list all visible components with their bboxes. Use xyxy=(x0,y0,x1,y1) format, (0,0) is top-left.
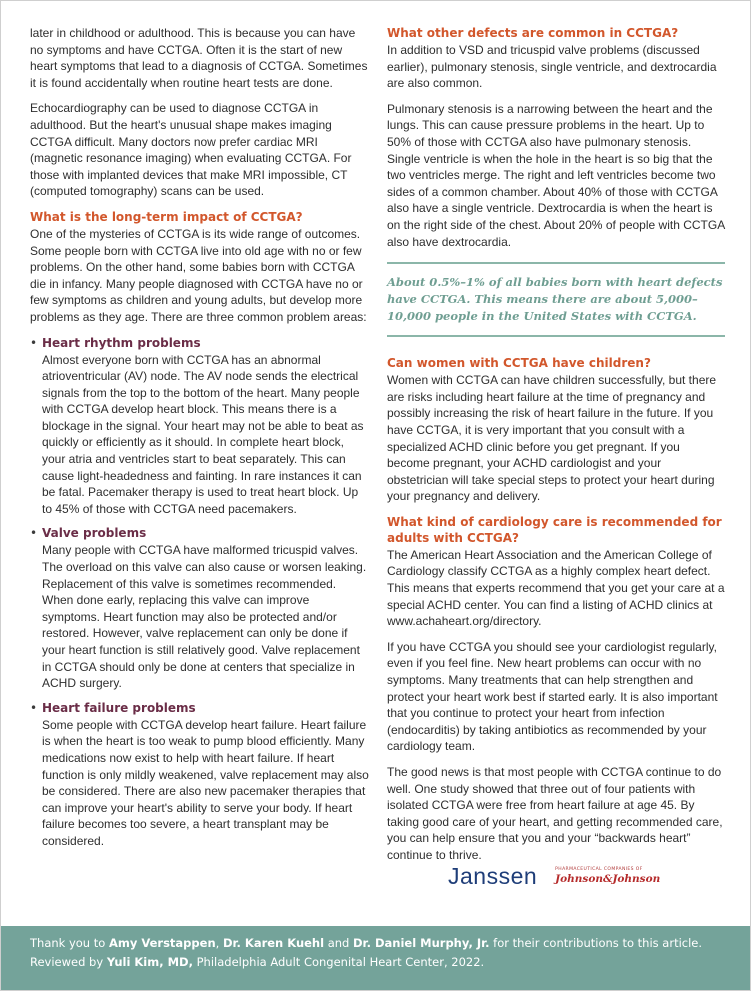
problem-text: Many people with CCTGA have malformed tricuspid valves. The overload on this valve can also cause or worsen leaking. Replacement of this valve is sometimes recommended. When done early, replacing this valve can improve symptoms. Heart function may also be protected and/or restored. However, valve replacement can only be done if your heart function is still relatively good. Valve replacement in CCTGA should only be done at centers that specialize in ACHD surgery. xyxy=(42,543,367,691)
impact-heading: What is the long-term impact of CCTGA? xyxy=(30,209,303,224)
jnj-mark xyxy=(555,867,660,885)
problem-item-heart-failure xyxy=(30,700,370,850)
bullet-icon: • xyxy=(30,526,38,541)
bullet-icon: • xyxy=(30,335,38,350)
right-column xyxy=(387,25,725,873)
problem-title: Heart failure problems xyxy=(42,700,196,715)
jnj-wordmark: Johnson&Johnson xyxy=(555,873,661,885)
care-heading: What kind of cardiology care is recommended for adults with CCTGA? xyxy=(387,514,722,545)
reviewed-suffix: Philadelphia Adult Congenital Heart Center, 2022. xyxy=(192,955,485,969)
impact-paragraph: One of the mysteries of CCTGA is its wide range of outcomes. Some people born with CCTGA live into old age with no or few problems. On the other hand, some babies born with CCTGA die in infancy. Many people diagnosed with CCTGA have no or few symptoms as children and young adults, but develop more problems as they age. There are three common problem areas: xyxy=(30,226,367,324)
defects-heading: What other defects are common in CCTGA? xyxy=(387,26,679,40)
good-news-paragraph: The good news is that most people with CCTGA continue to do well. One study showed that three out of four patients with isolated CCTGA were free from heart failure at age 45. By taking good care of your heart, and getting recommended care, you can help ensure that you and your “backwards heart” continue to thrive. xyxy=(387,765,723,862)
intro-paragraph: later in childhood or adulthood. This is because you can have no symptoms and have CCTGA. Often it is the start of new heart symptoms that lead to a diagnosis of CCTGA. Sometimes it is found accidentally when routine heart tests are done. xyxy=(30,26,368,90)
problem-title: Heart rhythm problems xyxy=(42,335,201,350)
contributor-name: Dr. Karen Kuehl xyxy=(222,936,325,950)
janssen-logo xyxy=(448,856,661,896)
reviewed-line xyxy=(30,953,730,972)
problem-item-heart-rhythm xyxy=(30,335,370,518)
left-column xyxy=(30,25,370,858)
contributor-name: Amy Verstappen xyxy=(108,936,216,950)
reviewer-name: Yuli Kim, MD, xyxy=(106,955,193,969)
children-heading: Can women with CCTGA have children? xyxy=(387,356,651,371)
thanks-prefix: Thank you to xyxy=(30,936,109,950)
problem-title: Valve problems xyxy=(42,526,147,541)
stenosis-paragraph: Pulmonary stenosis is a narrowing between the heart and the lungs. This can cause pressure problems in the heart. Up to 50% of those with CCTGA also have pulmonary stenosis. Single ventricle is when the hole in the heart is so big that the two ventricles merge. The right and left ventricles become two sides of a common chamber. About 40% of those with CCTGA also have a single ventricle. Dextrocardia is when the heart is on the right side of the chest. About 20% of people with CCTGA also have dextrocardia. xyxy=(387,101,725,249)
credits-footer xyxy=(1,926,750,990)
jnj-tagline: PHARMACEUTICAL COMPANIES OF xyxy=(555,867,643,872)
reviewed-prefix: Reviewed by xyxy=(30,955,107,969)
callout-text: About 0.5%–1% of all babies born with heart defects have CCTGA. This means there are about 5,000–10,000 people in the United States with CCTGA. xyxy=(387,275,723,324)
problem-text: Almost everyone born with CCTGA has an abnormal atrioventricular (AV) node. The AV node sends the electrical signals from the top to the bottom of the heart. Many people with CCTGA develop heart block. This means there is a blockage in the signal. Your heart may not be able to beat as quickly or efficiently as it should. In complete heart block, your atria and ventricles start to beat separately. This can cause light-headedness and fainting. In rare instances it can be fatal. Pacemaker therapy is used to treat heart block. Up to 45% of those with CCTGA need pacemakers. xyxy=(42,352,364,516)
separator: , xyxy=(215,936,223,950)
children-paragraph: Women with CCTGA can have children successfully, but there are risks including heart failure at the time of pregnancy and possibly increasing the risk of heart failure in the future. If you have CCTGA, it is very important that you consult with a specialized ACHD clinic before you get pregnant. If you become pregnant, your ACHD cardiologist and your obstetrician will take special steps to protect your heart during your pregnancy and delivery. xyxy=(387,373,717,504)
problem-item-valve xyxy=(30,525,370,691)
bullet-icon: • xyxy=(30,700,38,715)
statistic-callout xyxy=(387,262,725,337)
problem-text: Some people with CCTGA develop heart failure. Heart failure is when the heart is too weak to pump blood efficiently. Many medications now exist to help with heart failure. If heart function is only mildly weakened, valve replacement may also be considered. There are also new pacemaker therapies that can improve your heart's ability to serve your body. If heart failure becomes too severe, a heart transplant may be considered. xyxy=(42,717,369,848)
defects-paragraph: In addition to VSD and tricuspid valve problems (discussed earlier), pulmonary stenosis, single ventricle, and dextrocardia are also common. xyxy=(387,43,717,91)
checkup-paragraph: If you have CCTGA you should see your cardiologist regularly, even if you feel fine. New heart problems can occur with no symptoms. Many treatments that can help strengthen and protect your heart work best if started early. It is also important that you continue to protect your heart from infection (endocarditis) by taking antibiotics as recommended by your cardiology team. xyxy=(387,639,718,754)
contributor-name: Dr. Daniel Murphy, Jr. xyxy=(353,936,490,950)
separator: and xyxy=(324,936,354,950)
imaging-paragraph: Echocardiography can be used to diagnose CCTGA in adulthood. But the heart's unusual shape makes imaging CCTGA difficult. Many doctors now prefer cardiac MRI (magnetic resonance imaging) when evaluating CCTGA. For those with implanted devices that make MRI impossible, CT (computed tomography) scans can be used. xyxy=(30,101,352,199)
care-paragraph: The American Heart Association and the American College of Cardiology classify CCTGA as a highly complex heart defect. This means that experts recommend that you get your care at a special ACHD center. You can find a listing of ACHD clinics at www.achaheart.org/directory. xyxy=(387,547,725,629)
thanks-suffix: for their contributions to this article. xyxy=(489,936,703,950)
thanks-line xyxy=(30,934,730,953)
janssen-wordmark: Janssen xyxy=(448,862,538,889)
